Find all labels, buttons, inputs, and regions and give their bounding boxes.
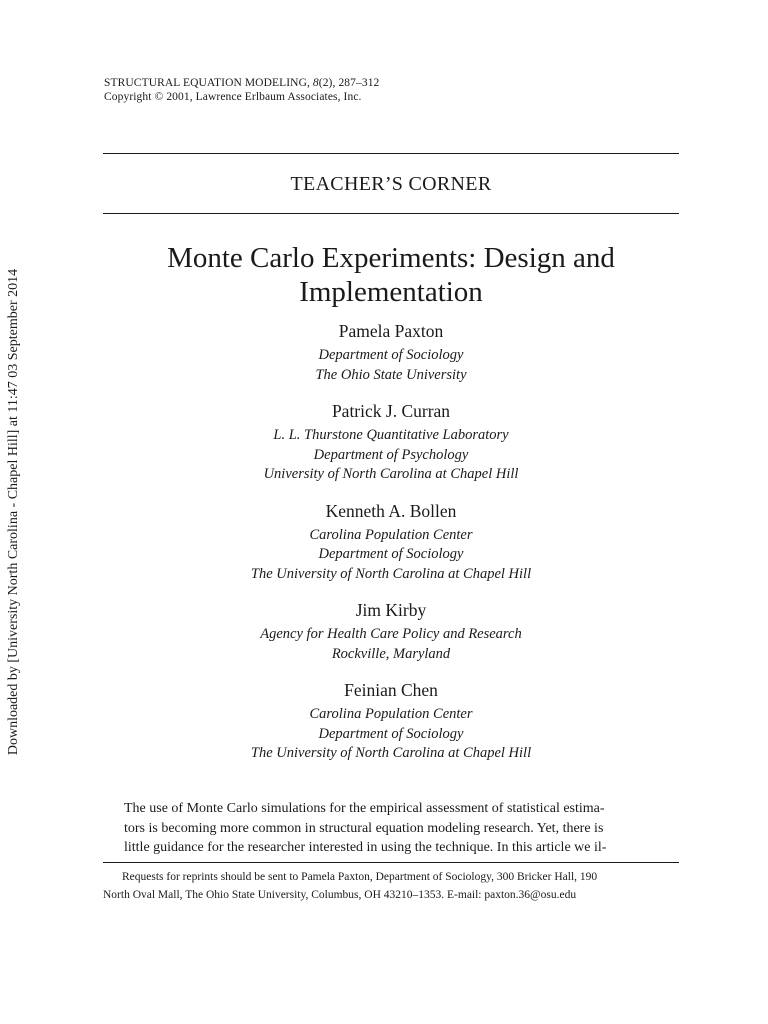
section-label: TEACHER’S CORNER bbox=[290, 173, 492, 195]
journal-copyright: Copyright © 2001, Lawrence Erlbaum Associates, Inc. bbox=[104, 91, 362, 103]
journal-citation bbox=[104, 76, 379, 90]
journal-volume: 8 bbox=[312, 77, 319, 89]
author-name: Pamela Paxton bbox=[338, 321, 444, 341]
author-name: Jim Kirby bbox=[355, 600, 427, 620]
download-watermark-text: Downloaded by [University North Carolina - Chapel Hill] at 11:47 03 September 2014 bbox=[6, 268, 21, 756]
author-affiliation: University of North Carolina at Chapel Hill bbox=[263, 466, 519, 482]
author-list bbox=[103, 320, 679, 779]
author-affiliation: The University of North Carolina at Chapel Hill bbox=[250, 745, 532, 761]
author-affiliation: Rockville, Maryland bbox=[331, 645, 451, 662]
journal-citation-suffix: (2), 287–312 bbox=[318, 77, 380, 89]
author-affiliation: The Ohio State University bbox=[315, 366, 467, 383]
author-affiliation: Carolina Population Center bbox=[309, 706, 473, 722]
author-block bbox=[103, 320, 679, 385]
author-affiliation: Department of Sociology bbox=[318, 546, 464, 562]
author-affiliation: Carolina Population Center bbox=[309, 526, 473, 543]
author-affiliation: L. L. Thurstone Quantitative Laboratory bbox=[273, 427, 509, 443]
author-affiliation: Department of Sociology bbox=[318, 347, 464, 363]
footnote-rule bbox=[103, 862, 679, 863]
footnote bbox=[103, 868, 683, 904]
author-block bbox=[103, 500, 679, 585]
footnote-line-2: North Oval Mall, The Ohio State University, Columbus, OH 43210–1353. E-mail: paxton.36@osu.edu bbox=[103, 889, 577, 901]
abstract-line: tors is becoming more common in structural equation modeling research. Yet, there is bbox=[124, 820, 604, 836]
article-title-line-2: Implementation bbox=[299, 276, 483, 308]
journal-citation-prefix: STRUCTURAL EQUATION MODELING, bbox=[104, 77, 313, 89]
abstract bbox=[124, 799, 660, 858]
author-affiliation: Agency for Health Care Policy and Research bbox=[260, 626, 522, 642]
header-rule-bottom bbox=[103, 213, 679, 214]
abstract-line: little guidance for the researcher interested in using the technique. In this article we il- bbox=[124, 840, 607, 855]
author-name: Kenneth A. Bollen bbox=[325, 500, 457, 521]
author-name: Feinian Chen bbox=[344, 680, 438, 700]
article-title-line-1: Monte Carlo Experiments: Design and bbox=[167, 242, 615, 274]
header-rule-top bbox=[103, 153, 679, 154]
footnote-line-1: Requests for reprints should be sent to Pamela Paxton, Department of Sociology, 300 Bricker Hall, 190 bbox=[122, 871, 598, 883]
author-block bbox=[103, 599, 679, 664]
author-block bbox=[103, 400, 679, 485]
abstract-line: The use of Monte Carlo simulations for the empirical assessment of statistical estima- bbox=[124, 801, 605, 816]
article-title bbox=[103, 241, 679, 309]
author-affiliation: Department of Psychology bbox=[313, 446, 469, 463]
author-name: Patrick J. Curran bbox=[331, 401, 451, 421]
author-affiliation: The University of North Carolina at Chapel Hill bbox=[250, 565, 532, 582]
author-block bbox=[103, 679, 679, 764]
journal-header bbox=[104, 76, 379, 104]
author-affiliation: Department of Sociology bbox=[318, 725, 464, 742]
